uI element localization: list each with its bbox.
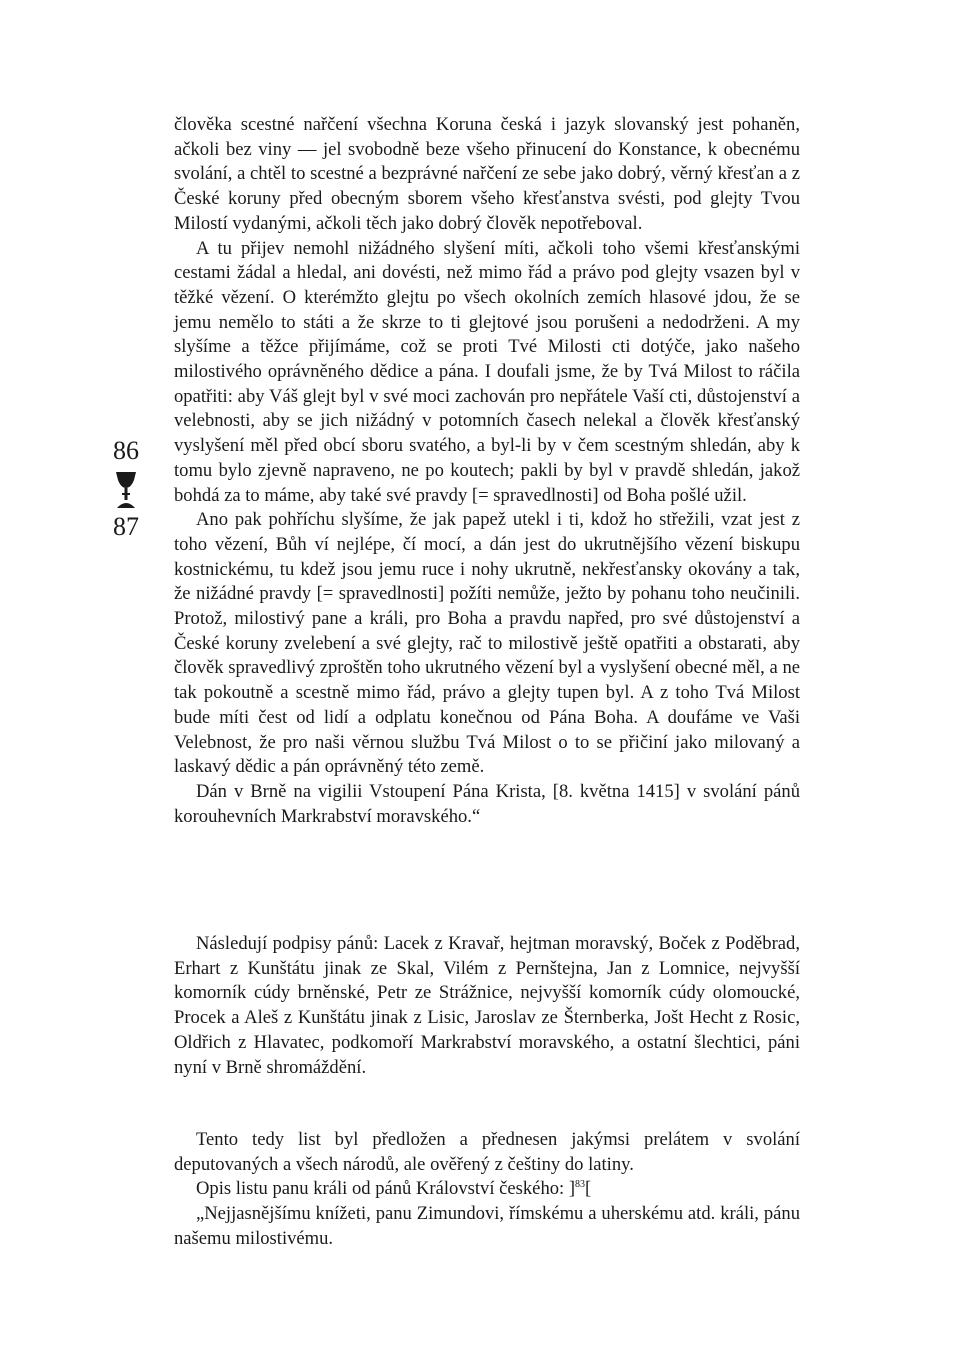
closing-text [174, 1128, 800, 1252]
copy-heading-text: Opis listu panu králi od pánů Království českého: ] [196, 1178, 576, 1200]
signatures-text [174, 932, 800, 1080]
paragraph: A tu přijev nemohl nižádného slyšení míti, ačkoli toho všemi křesťanskými cestami žádal a hledal, ani dovésti, než mimo řád a právo pod glejty vsazen byl v těžké vězení. O kterémžto glejtu po všech okolních zemích hlasové jdou, že se jemu nemělo to státi a že skrze to ti glejtové jsou porušeni a nedodrženi. A my slyšíme a těžce přijímáme, což se proti Tvé Milosti cti dotýče, jako našeho milostivého oprávněného dědice a pána. I doufali jsme, že by Tvá Milost to ráčila opatřiti: aby Váš glejt byl v své moci zachován pro nepřátele Vaší cti, důstojenství a velebnosti, aby se jich nižádný v potomních časech nelekal a člověk křesťanský vyslyšení měl před obcí sboru svatého, a byl-li by v čem scestným shledán, aby k tomu bylo zjevně napraveno, ne po koutech; pakli by byl v pravdě shledán, jakož bohdá za to máme, aby také své pravdy [= spravedlnosti] od Boha pošlé užil. [174, 237, 800, 506]
footnote-ref: 83 [575, 1179, 586, 1191]
main-text [174, 113, 800, 829]
paragraph-continuation: člověka scestné nařčení všechna Koruna česká i jazyk slovanský jest pohaněn, ačkoli bez viny — jel svobodně beze všeho přinucení do Konstance, k obecnému svolání, a chtěl to scestné a bezprávné nařčení ze sebe jako dobrý, věrný křesťan a z České koruny před obecným sborem všeho křesťanstva svésti, pod glejty Tvou Milostí vydanými, ačkoli těch jako dobrý člověk nepotřeboval. [174, 114, 800, 234]
paragraph: Ano pak pohříchu slyšíme, že jak papež utekl i ti, kdož ho střežili, vzat jest z toho vězení, Bůh ví nejlépe, čí mocí, a dán jest do ukrutnějšího vězení biskupu kostnickému, tu kdež jsou jemu ruce i nohy ukrutně, nekřesťansky okovány a tak, že nižádné pravdy [= spravedlnosti] požíti nemůže, ježto by pohanu toho neučinili. Protož, milostivý pane a králi, pro Boha a pravdu napřed, pro své důstojenství a České koruny zvelebení a své glejty, rač to milostivě ještě opatřiti a obstarati, aby člověk spravedlivý zproštěn toho ukrutného vězení byl a vyslyšení obecné měl, a ne tak pokoutně a scestně mimo řád, právo a glejty tupen byl. A z toho Tvá Milost bude míti čest od lidí a odplatu konečnou od Pána Boha. A doufáme ve Vaši Velebnost, že pro naši věrnou službu Tvá Milost o to se přičiní jako milovaný a laskavý dědic a pán oprávněný této země. [174, 509, 800, 778]
margin-page-to: 87 [113, 512, 139, 541]
margin-page-marker [104, 436, 148, 542]
paragraph: Tento tedy list byl předložen a přednesen jakýmsi prelátem v svolání deputovaných a všech národů, ale ověřený z češtiny do latiny. [174, 1129, 800, 1175]
chalice-icon [114, 470, 138, 510]
copy-heading-tail: [ [585, 1178, 592, 1200]
signatures-paragraph: Následují podpisy pánů: Lacek z Kravař, hejtman moravský, Boček z Poděbrad, Erhart z Kunštátu jinak ze Skal, Vilém z Pernštejna, Jan z Lomnice, nejvyšší komorník cúdy brněnské, Petr ze Strážnice, nejvyšší komorník cúdy olomoucké, Procek a Aleš z Kunštátu jinak z Lisic, Jaroslav ze Šternberka, Jošt Hecht z Rosic, Oldřich z Hlavatec, podkomoří Markrabství moravského, a ostatní šlechtici, páni nyní v Brně shromáždění. [174, 933, 800, 1078]
dating-paragraph: Dán v Brně na vigilii Vstoupení Pána Krista, [8. května 1415] v svolání pánů korouhevních Markrabství moravského.“ [174, 780, 800, 827]
copy-heading [174, 1177, 800, 1202]
margin-page-from: 86 [113, 436, 139, 465]
letter-salutation: „Nejjasnějšímu knížeti, panu Zimundovi, římskému a uherskému atd. králi, pánu našemu milostivému. [174, 1203, 800, 1249]
